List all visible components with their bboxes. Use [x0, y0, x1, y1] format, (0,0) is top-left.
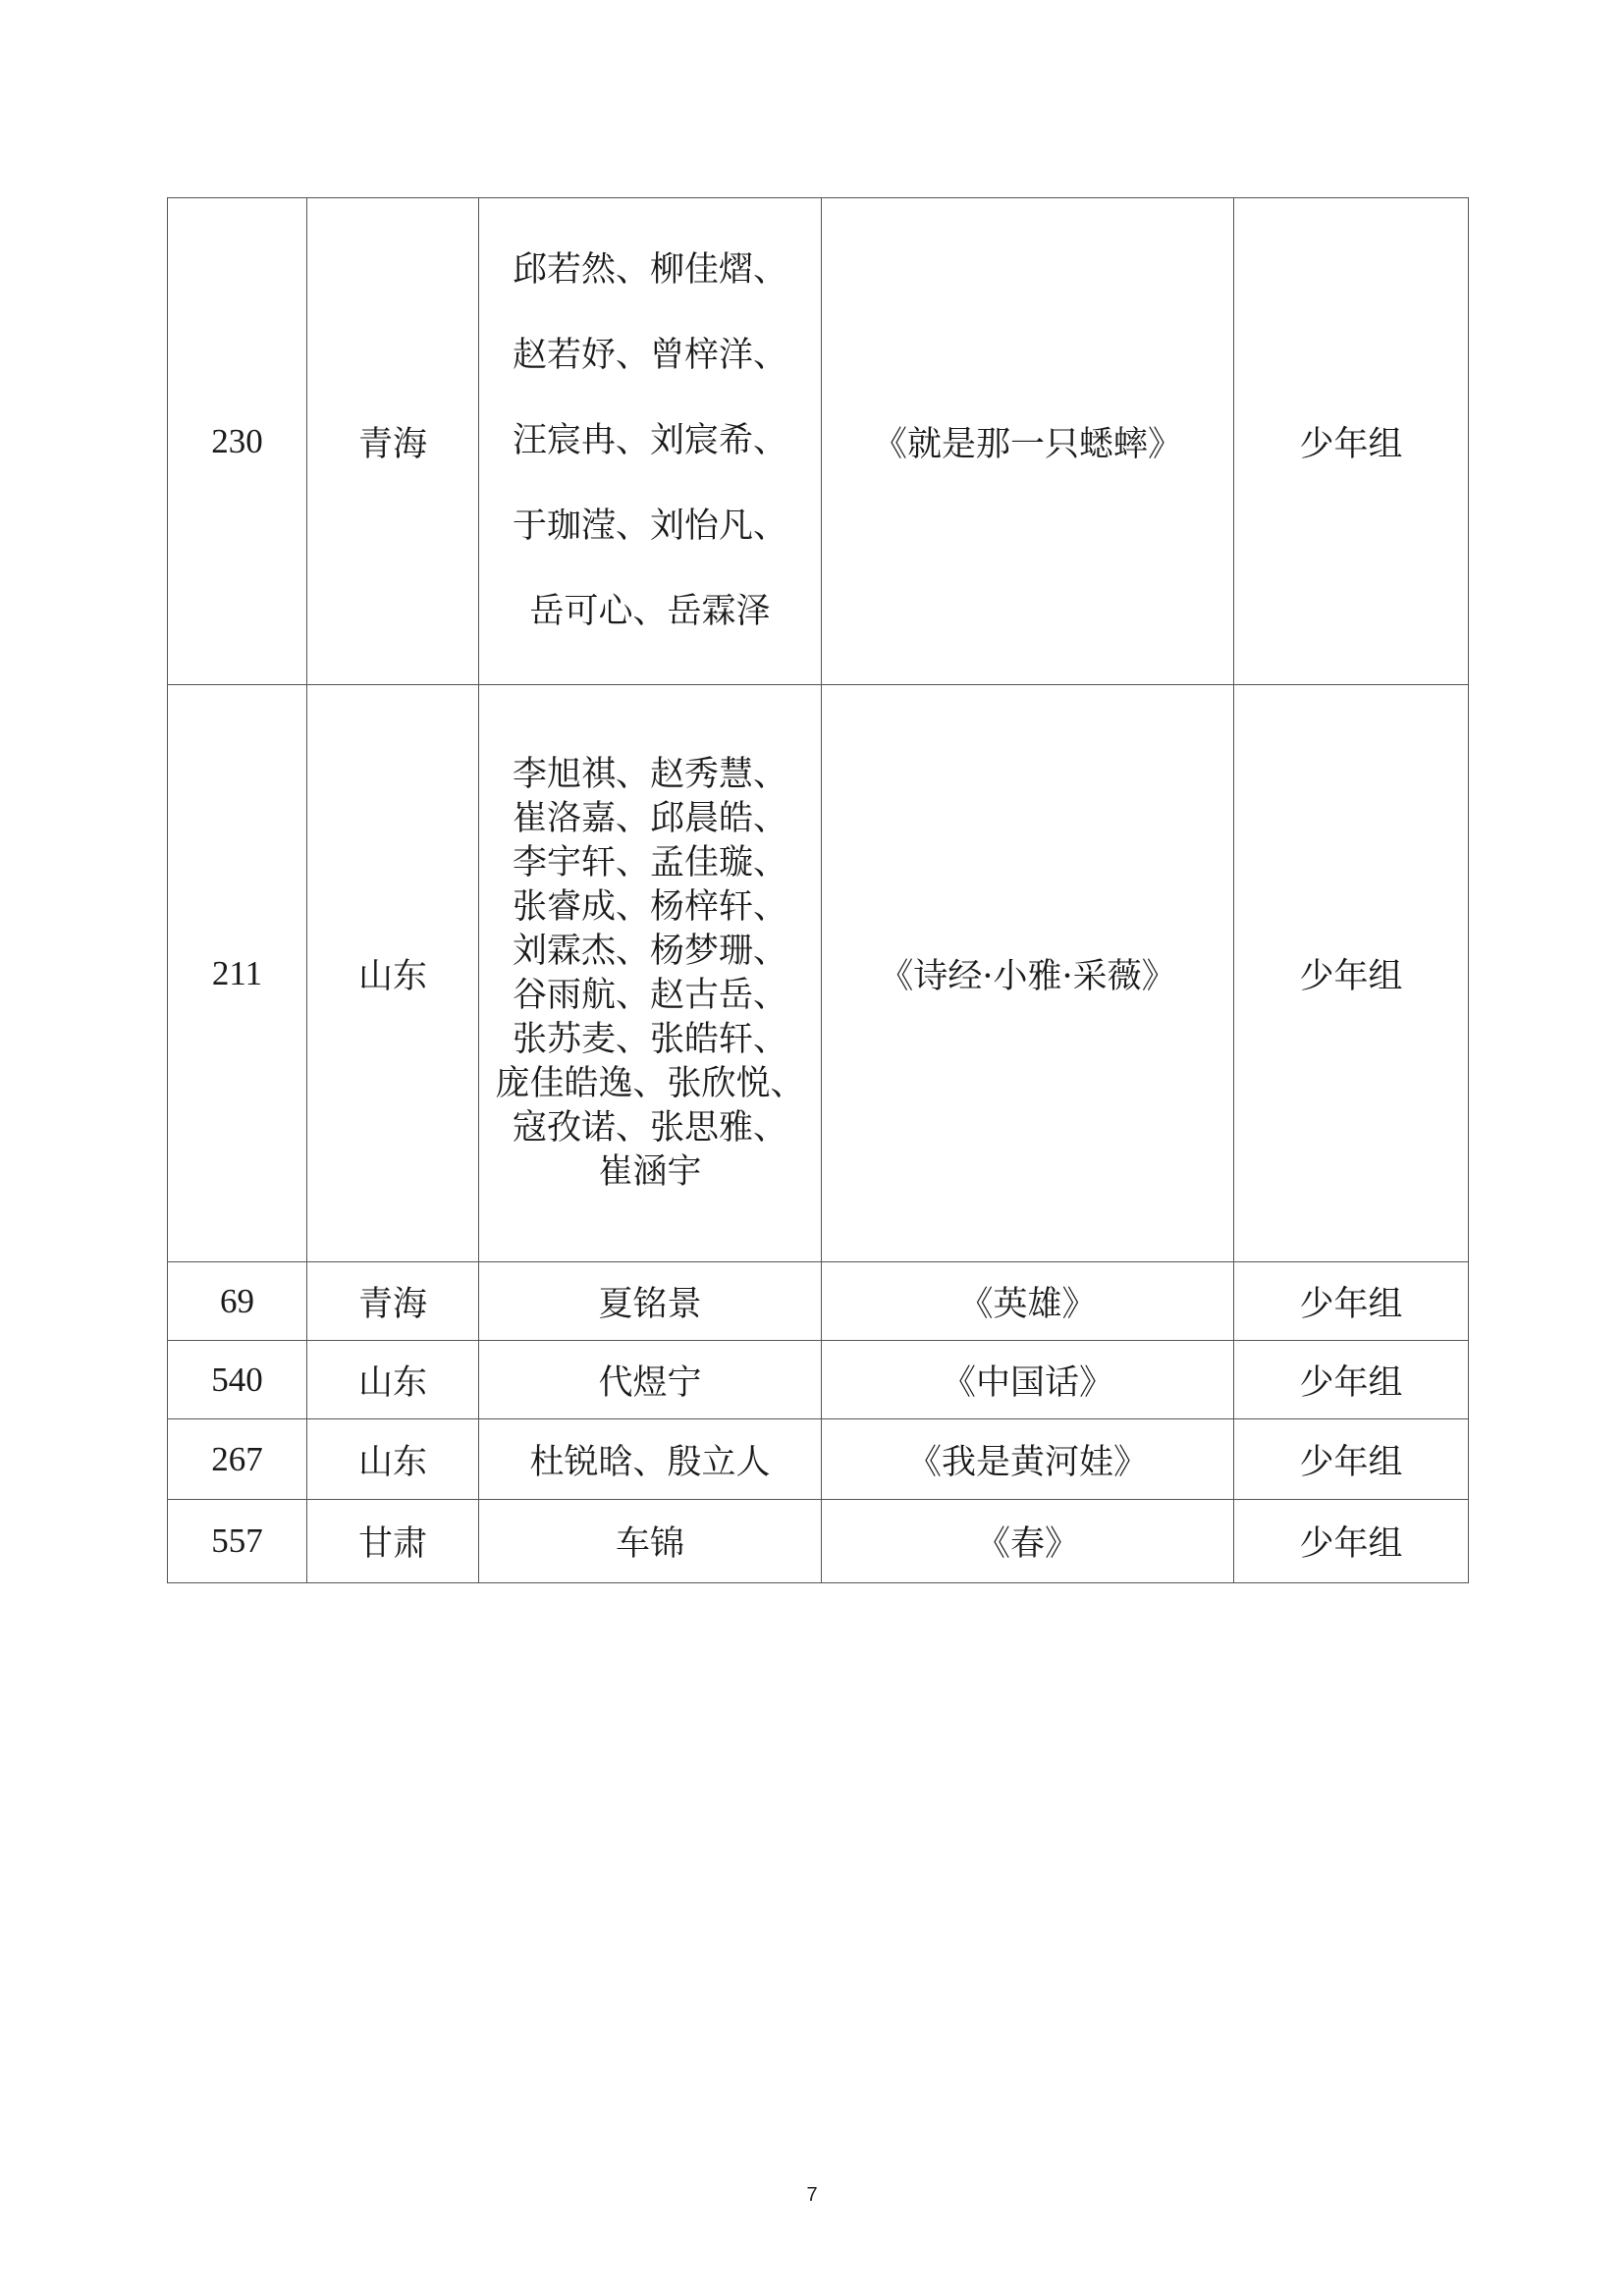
name-line: 杜锐晗、殷立人 — [529, 1442, 771, 1482]
name-line: 汪宸冉、刘宸希、 — [512, 421, 787, 460]
roster-table — [167, 197, 1469, 1583]
age-group: 少年组 — [1234, 198, 1469, 685]
entry-number: 267 — [168, 1419, 307, 1500]
performer-names — [479, 685, 822, 1262]
name-line: 代煜宁 — [598, 1362, 702, 1403]
name-line: 岳可心、岳霖泽 — [529, 592, 771, 631]
province: 甘肃 — [307, 1500, 479, 1583]
province: 山东 — [307, 1419, 479, 1500]
work-title: 《中国话》 — [822, 1341, 1234, 1419]
province: 青海 — [307, 198, 479, 685]
name-line: 李宇轩、孟佳璇、 — [512, 842, 787, 882]
name-line: 寇孜诺、张思雅、 — [512, 1107, 787, 1148]
name-line: 崔涵宇 — [598, 1151, 702, 1192]
entry-number: 69 — [168, 1262, 307, 1341]
name-line: 赵若妤、曾梓洋、 — [512, 336, 787, 375]
age-group: 少年组 — [1234, 1419, 1469, 1500]
work-title: 《就是那一只蟋蟀》 — [822, 198, 1234, 685]
table-row — [168, 198, 1469, 685]
province: 山东 — [307, 1341, 479, 1419]
name-line: 夏铭景 — [598, 1284, 702, 1324]
performer-names — [479, 1262, 822, 1341]
table-row — [168, 1419, 1469, 1500]
table-row — [168, 1262, 1469, 1341]
age-group: 少年组 — [1234, 1262, 1469, 1341]
work-title: 《春》 — [822, 1500, 1234, 1583]
performer-names — [479, 1419, 822, 1500]
table-row — [168, 1500, 1469, 1583]
entry-number: 557 — [168, 1500, 307, 1583]
name-line: 谷雨航、赵古岳、 — [512, 975, 787, 1015]
work-title: 《诗经·小雅·采薇》 — [822, 685, 1234, 1262]
entry-number: 211 — [168, 685, 307, 1262]
name-line: 庞佳皓逸、张欣悦、 — [495, 1063, 805, 1103]
work-title: 《我是黄河娃》 — [822, 1419, 1234, 1500]
name-line: 李旭祺、赵秀慧、 — [512, 754, 787, 794]
page-number: 7 — [806, 2184, 818, 2206]
name-line: 于珈滢、刘怡凡、 — [512, 507, 787, 546]
performer-names — [479, 1341, 822, 1419]
performer-names — [479, 198, 822, 685]
province: 山东 — [307, 685, 479, 1262]
name-line: 刘霖杰、杨梦珊、 — [512, 931, 787, 971]
work-title: 《英雄》 — [822, 1262, 1234, 1341]
name-line: 崔洛嘉、邱晨皓、 — [512, 798, 787, 838]
name-line: 邱若然、柳佳熠、 — [512, 250, 787, 290]
age-group: 少年组 — [1234, 685, 1469, 1262]
entry-number: 540 — [168, 1341, 307, 1419]
performer-names — [479, 1500, 822, 1583]
age-group: 少年组 — [1234, 1341, 1469, 1419]
entry-number: 230 — [168, 198, 307, 685]
name-line: 车锦 — [615, 1524, 684, 1564]
name-line: 张睿成、杨梓轩、 — [512, 886, 787, 927]
name-line: 张苏麦、张皓轩、 — [512, 1019, 787, 1059]
table-row — [168, 685, 1469, 1262]
province: 青海 — [307, 1262, 479, 1341]
age-group: 少年组 — [1234, 1500, 1469, 1583]
table-row — [168, 1341, 1469, 1419]
